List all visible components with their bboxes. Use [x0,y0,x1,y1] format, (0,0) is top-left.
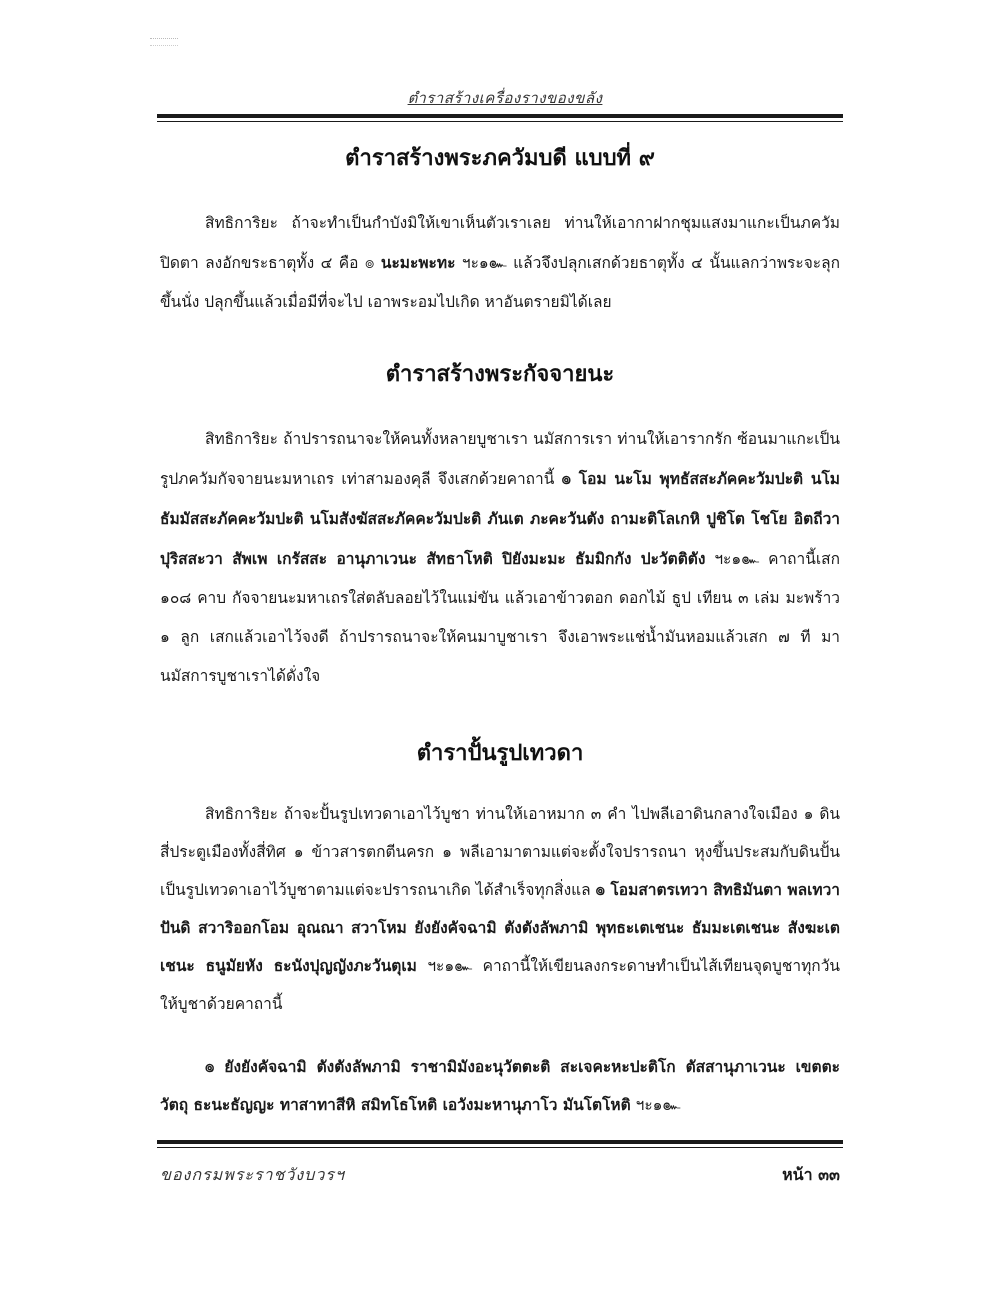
body-text: สิทธิการิยะ ถ้าจะทำเป็นกำบังมิให้เขาเห็นตัวเราเลย ท่านให้เอากาฝากชุมแสงมาแกะ [205,214,775,232]
incantation-text: นะมะพะทะ [380,253,456,272]
handwritten-signature: ของกรมพระราชวังบวรฯ [160,1165,345,1184]
body-text: ฯะ๑๛ [630,1096,681,1114]
section-heading-1: ตำราสร้างพระภควัมบดี แบบที่ ๙ [345,145,655,171]
section-paragraph-3b [160,1048,840,1124]
body-text: ฯะ๑๛ คาถานี้ให้เขียนลงกระดาษทำเป็นไส้เทียนจุดบูชาทุกวัน ให้บูชาด้วยคาถานี้ [160,957,840,1013]
incantation-text: ๏ โอม นะโม พุทธัสสะภัคคะวัมปะติ นโมธัมมัสสะภัคคะวัมปะติ นโมสังฆัสสะภัคคะวัมปะติ ภันเต ภะคะวันตัง ถามะติโลเกหิ ปูชิโต โชโย อิตถีวา ปุริสสะวา สัพเพ เกรัสสะ อานุภาเวนะ สัทธาโหติ ปิยังมะมะ ธัมมิกกัง ปะวัตติตัง [160,469,840,568]
incantation-text: ๏ โอมสาตรเทวา สิทธิมันตา พลเทวาปันดิ สวาริออกโอม อุณณา สวาโหม ยังยังคัจฉามิ ตังตังลัพภามิ พุทธะเตเชนะ ธัมมะเตเชนะ สังฆะเตเชนะ ธนูมัยหัง ธะนังปุญญังภะวันตุเม [160,880,840,975]
section-paragraph-1 [160,204,840,322]
body-text: สิทธิการิยะ ถ้าจะปั้นรูปเทวดาเอาไว้บูชา ท่านให้เอาหมาก ๓ คำ ไปพลีเอาดินกลางใจเมือง ๑ ดินสี่ประตูเมืองทั้งสี่ทิศ ๑ ข้าวสารตกตีนครก ๑ พลีเอามาตามแต่จะตั้งใจปรารถนา หุงขึ้นประสมกับดินปั้นเป็นรูปเทวดาเอาไว้บูชาตามแต่จะปรารถนาเกิด ได้สำเร็จทุกสิ่งแล [160,805,840,899]
body-text: ฯะ๑๛ แล้วจึงปลุกเสกด้วยธาตุทั้ง ๔ นั้นแลกว่าพระจะลุกขึ้นนั่ง ปลุกขึ้นแล้วเมื่อมีที่จะไป เอาพระอมไปเกิด หาอันตรายมิได้เลย [160,254,840,311]
running-header: ตำราสร้างเครื่องรางของขลัง [407,89,603,107]
header-rule-thin [157,121,843,122]
incantation-text: ๏ ยังยังคัจฉามิ ตังตังลัพภามิ ราชามิมังอะนุวัตตะติ สะเจคะหะปะติโก ตัสสานุภาเวนะ เขตตะวัตถุ ธะนะธัญญะ ทาสาทาสีหิ สมิทโธโหติ เอวังมะหานุภาโว มันโตโหติ [160,1057,840,1114]
body-text: สิทธิการิยะ ถ้าปรารถนาจะให้คนทั้งหลายบูชาเรา นมัสการเรา ท่านให้เอารากรัก ซ้อนมาแกะเป็นรูปภควัมกัจจายนะมหาเถร เท่าสามองคุลี จึงเสกด้วยคาถานี้ [160,430,840,488]
section-heading-3: ตำราปั้นรูปเทวดา [416,740,584,766]
body-text: เป็นภควัมปิดตา ลงอักขระธาตุทั้ง ๔ คือ ๏ [160,214,840,272]
section-paragraph-3 [160,795,840,1023]
header-rule [157,114,843,118]
body-text: ฯะ๑๛ คาถานี้เสก ๑๐๘ คาบ กัจจายนะมหาเถรใส่ตลับลอยไว้ในแม่ขัน แล้วเอาข้าวตอก ดอกไม้ ธูป เทียน ๓ เล่ม มะพร้าว ๑ ลูก เสกแล้วเอาไว้จงดี ถ้าปรารถนาจะให้คนมาบูชาเรา จึงเอาพระแช่น้ำมันหอมแล้วเสก ๗ ที มานมัสการบูชาเราได้ดั่งใจ [160,550,840,685]
footer-rule-thin [157,1147,843,1148]
scan-mark [150,38,178,46]
section-heading-2: ตำราสร้างพระกัจจายนะ [385,361,615,387]
section-paragraph-2 [160,420,840,696]
page-number: หน้า ๓๓ [782,1165,840,1184]
footer-rule [157,1140,843,1144]
